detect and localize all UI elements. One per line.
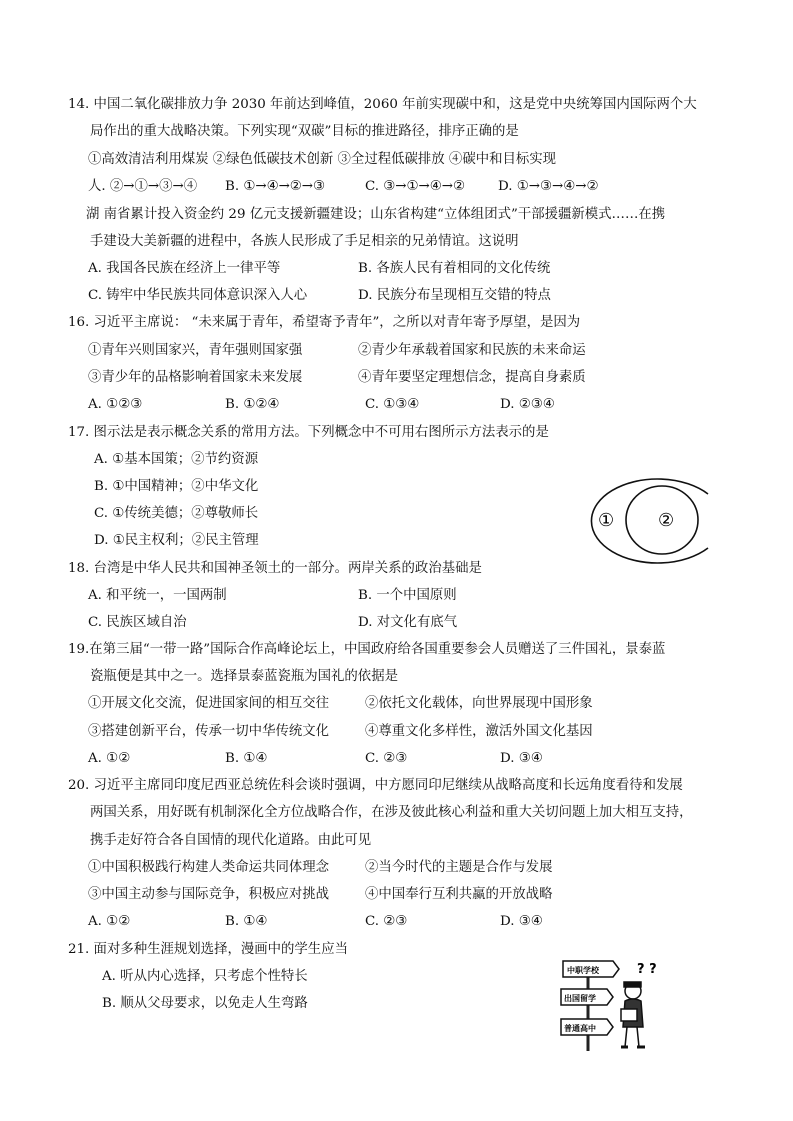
sign-vocational <box>563 961 619 977</box>
q17-stem: 17. 图示法是表示概念关系的常用方法。下列概念中不可用右图所示方法表示的是 <box>68 425 549 440</box>
q14-option-b: B. ①→④→②→③ <box>225 179 326 194</box>
q15-stem-line2: 手建设大美新疆的进程中，各族人民形成了手足相亲的兄弟情谊。这说明 <box>90 234 519 249</box>
q14-option-d: D. ①→③→④→② <box>498 179 599 194</box>
svg-text:中职学校: 中职学校 <box>567 966 599 975</box>
q17-option-b: B. ①中国精神；②中华文化 <box>94 479 259 494</box>
q20-stem-line1: 20. 习近平主席同印度尼西亚总统佐科会谈时强调，中方愿同印尼继续从战略高度和长远角度看待和发展 <box>68 778 683 793</box>
q17-option-a: A. ①基本国策；②节约资源 <box>94 452 259 467</box>
q21-option-b: B. 顺从父母要求，以免走人生弯路 <box>102 996 308 1011</box>
svg-text:出国留学: 出国留学 <box>564 994 596 1003</box>
q16-option-c: C. ①③④ <box>365 397 420 412</box>
q19-option-b: B. ①④ <box>225 751 268 766</box>
q14-stem-line2: 局作出的重大战略决策。下列实现“双碳”目标的推进路径，排序正确的是 <box>90 124 519 139</box>
q19-item-3: ③搭建创新平台，传承一切中华传统文化 <box>88 724 330 739</box>
q15-stem-line1: 湖 南省累计投入资金约 29 亿元支援新疆建设；山东省构建“立体组团式”干部援疆新模式……在携 <box>86 207 666 222</box>
q18-stem: 18. 台湾是中华人民共和国神圣领土的一部分。两岸关系的政治基础是 <box>68 561 482 576</box>
q16-item-4: ④青年要坚定理想信念，提高自身素质 <box>358 370 586 385</box>
q19-item-1: ①开展文化交流，促进国家间的相互交往 <box>88 696 330 711</box>
q20-item-3: ③中国主动参与国际竞争，积极应对挑战 <box>88 887 330 902</box>
q15-option-d: D. 民族分布呈现相互交错的特点 <box>358 288 551 303</box>
q20-option-d: D. ③④ <box>500 914 543 929</box>
q18-option-b: B. 一个中国原则 <box>358 588 457 603</box>
q18-option-d: D. 对文化有底气 <box>358 615 458 630</box>
q17-option-d: D. ①民主权利；②民主管理 <box>94 533 259 548</box>
q16-item-1: ①青年兴则国家兴，青年强则国家强 <box>88 343 303 358</box>
q14-option-a: 人. ②→①→③→④ <box>88 179 198 194</box>
q18-option-c: C. 民族区域自治 <box>88 615 187 630</box>
q19-stem-line2: 瓷瓶便是其中之一。选择景泰蓝瓷瓶为国礼的依据是 <box>90 669 398 684</box>
q20-item-2: ②当今时代的主题是合作与发展 <box>365 860 553 875</box>
career-choice-cartoon <box>555 955 670 1055</box>
q19-option-c: C. ②③ <box>365 751 408 766</box>
q16-stem: 16. 习近平主席说： “未来属于青年，希望寄予青年”，之所以对青年寄予厚望，是因为 <box>68 315 581 330</box>
q20-stem-line3: 携手走好符合各自国情的现代化道路。由此可见 <box>90 833 372 848</box>
q20-option-a: A. ①② <box>88 914 131 929</box>
q21-option-a: A. 听从内心选择，只考虑个性特长 <box>102 969 308 984</box>
sign-study-abroad <box>561 989 613 1005</box>
q15-option-a: A. 我国各民族在经济上一律平等 <box>88 261 281 276</box>
q19-item-2: ②依托文化载体，向世界展现中国形象 <box>365 696 593 711</box>
q20-stem-line2: 两国关系，用好既有机制深化全方位战略合作，在涉及彼此核心利益和重大关切问题上加大相互支持， <box>90 805 693 820</box>
q20-option-b: B. ①④ <box>225 914 268 929</box>
q16-option-d: D. ②③④ <box>500 397 555 412</box>
question-marks: ? ? <box>637 962 657 977</box>
q15-option-b: B. 各族人民有着相同的文化传统 <box>358 261 551 276</box>
q14-items: ①高效清洁利用煤炭 ②绿色低碳技术创新 ③全过程低碳排放 ④碳中和目标实现 <box>88 152 557 167</box>
concept-relation-diagram <box>558 470 718 570</box>
q16-item-3: ③青少年的品格影响着国家未来发展 <box>88 370 303 385</box>
q16-option-b: B. ①②④ <box>225 397 280 412</box>
q14-stem-line1: 14. 中国二氧化碳排放力争 2030 年前达到峰值，2060 年前实现碳中和，这是党中央统筹国内国际两个大 <box>68 97 697 112</box>
q20-option-c: C. ②③ <box>365 914 408 929</box>
q20-item-4: ④中国奉行互利共赢的开放战略 <box>365 887 553 902</box>
q18-option-a: A. 和平统一，一国两制 <box>88 588 227 603</box>
q19-stem-line1: 19.在第三届“一带一路”国际合作高峰论坛上，中国政府给各国重要参会人员赠送了三件国礼，景泰蓝 <box>68 642 666 657</box>
q19-option-d: D. ③④ <box>500 751 543 766</box>
q19-item-4: ④尊重文化多样性，激活外国文化基因 <box>365 724 593 739</box>
q16-option-a: A. ①②③ <box>88 397 143 412</box>
q16-item-2: ②青少年承载着国家和民族的未来命运 <box>358 343 586 358</box>
q19-option-a: A. ①② <box>88 751 131 766</box>
student-figure <box>621 982 645 1047</box>
diagram-label-1: ① <box>598 510 615 531</box>
q20-item-1: ①中国积极践行构建人类命运共同体理念 <box>88 860 330 875</box>
q15-option-c: C. 铸牢中华民族共同体意识深入人心 <box>88 288 308 303</box>
q21-stem: 21. 面对多种生涯规划选择，漫画中的学生应当 <box>68 942 348 957</box>
q14-option-c: C. ③→①→④→② <box>365 179 465 194</box>
svg-text:普通高中: 普通高中 <box>564 1024 596 1033</box>
q17-option-c: C. ①传统美德；②尊敬师长 <box>94 506 259 521</box>
sign-high-school <box>561 1019 613 1035</box>
diagram-label-2: ② <box>658 510 675 531</box>
